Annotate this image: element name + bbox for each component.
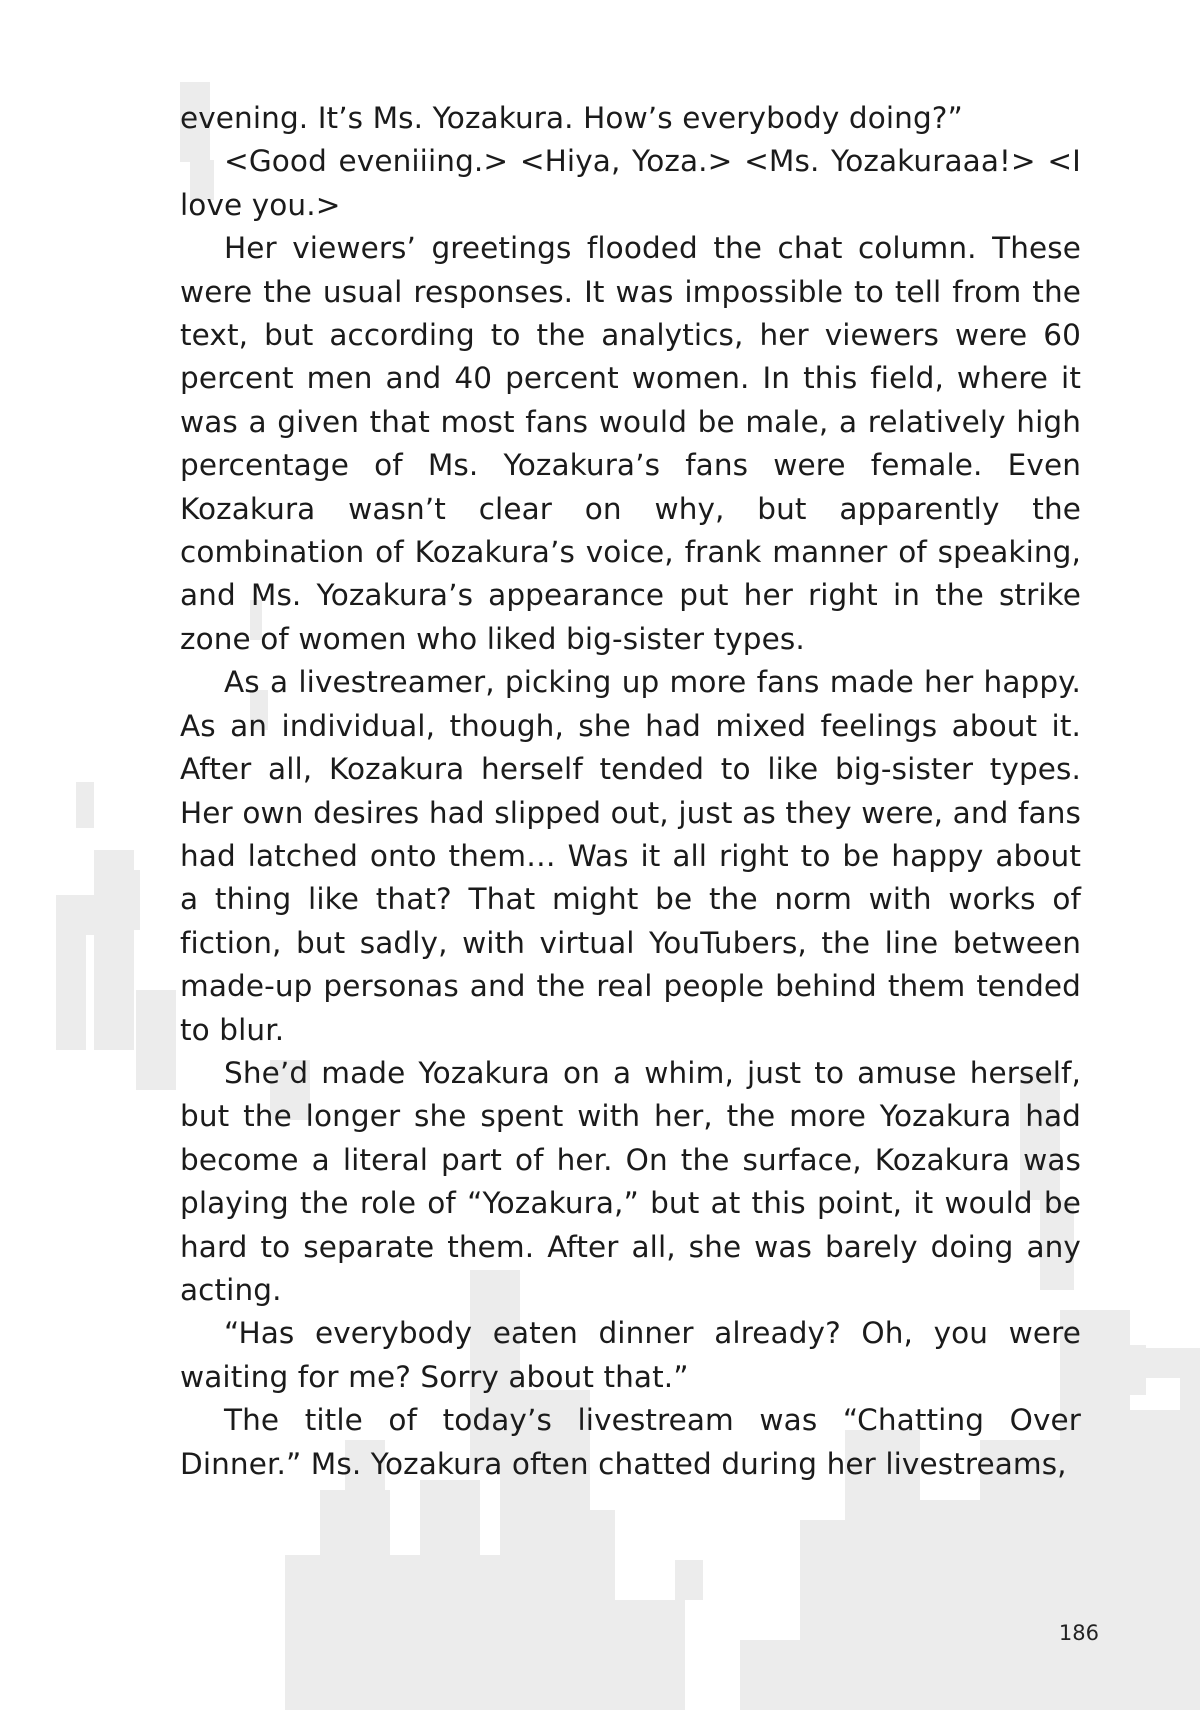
paragraph: She’d made Yozakura on a whim, just to amuse herself, but the longer she spent with her, the more Yozakura had become a literal part of her. On the surface, Kozakura was playing the role of “Yozakura,” but at this point, it would be hard to separate them. After all, she was barely doing any acting. bbox=[180, 1055, 1081, 1307]
page-number: 186 bbox=[1058, 1621, 1099, 1645]
paragraph: Her viewers’ greetings flooded the chat column. These were the usual responses. It was impossible to tell from the text, but according to the analytics, her viewers were 60 percent men and 40 percent women. In this field, where it was a given that most fans would be male, a relatively high percentage of Ms. Yozakura’s fans were female. Even Kozakura wasn’t clear on why, but apparently the combination of Kozakura’s voice, frank manner of speaking, and Ms. Yozakura’s appearance put her right in the strike zone of women who liked big-sister types. bbox=[180, 231, 1081, 656]
paragraph: As a livestreamer, picking up more fans made her happy. As an individual, though, she had mixed feelings about it. After all, Kozakura herself tended to like big-sister types. Her own desires had slipped out, just as they were, and fans had latched onto them… Was it all right to be happy about a thing like that? That might be the norm with works of fiction, but sadly, with virtual YouTubers, the line between made-up personas and the real people behind them tended to blur. bbox=[180, 665, 1081, 1047]
paragraph: “Has everybody eaten dinner already? Oh, you were waiting for me? Sorry about that.” bbox=[180, 1316, 1081, 1394]
paragraph: The title of today’s livestream was “Chatting Over Dinner.” Ms. Yozakura often chatted during her livestreams, bbox=[180, 1403, 1081, 1481]
paragraph: <Good eveniiing.> <Hiya, Yoza.> <Ms. Yozakuraaa!> <I love you.> bbox=[180, 144, 1081, 222]
paragraph: evening. It’s Ms. Yozakura. How’s everybody doing?” bbox=[180, 101, 963, 135]
body-text bbox=[180, 97, 1081, 1486]
